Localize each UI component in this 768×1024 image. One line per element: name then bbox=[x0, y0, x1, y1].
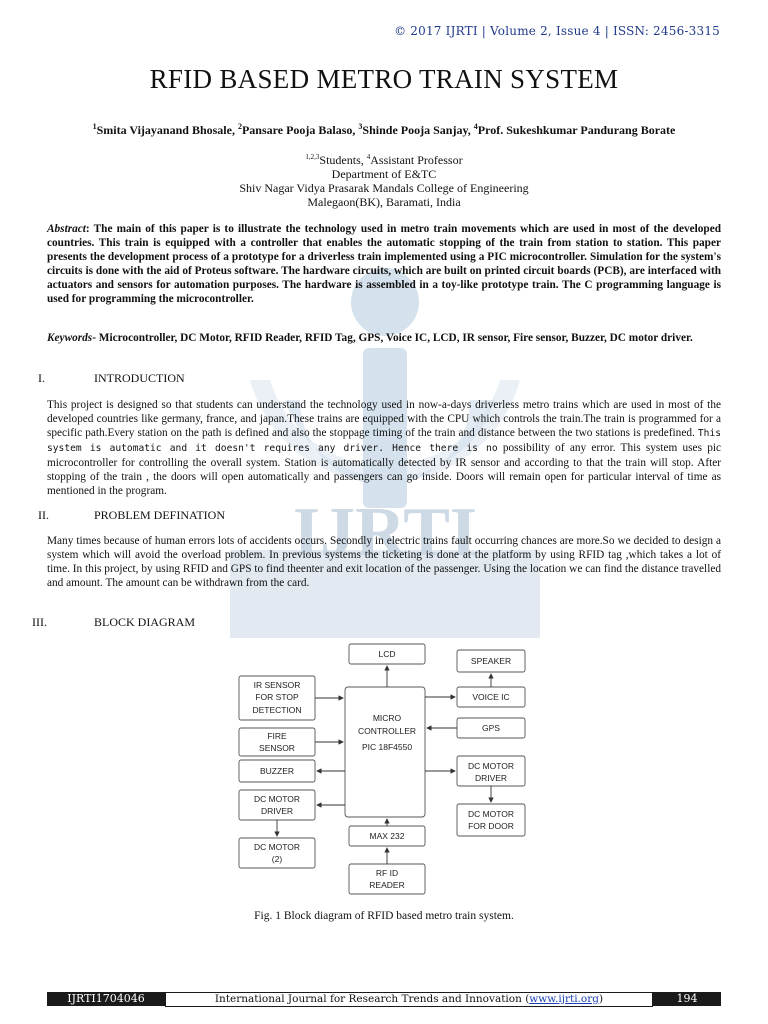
paper-title: RFID BASED METRO TRAIN SYSTEM bbox=[149, 64, 619, 94]
ir-sensor-label: FOR STOP bbox=[255, 692, 299, 702]
dc-driver-right-label: DC MOTOR bbox=[467, 761, 515, 771]
footer-paper-id: IJRTI1704046 bbox=[47, 992, 165, 1006]
section-title: INTRODUCTION bbox=[94, 371, 185, 385]
journal-website-link[interactable]: www.ijrti.org bbox=[529, 993, 599, 1005]
footer-journal-name bbox=[165, 992, 653, 1007]
abstract-text: : The main of this paper is to illustrate the technology used in metro train movements which are used in most of the developed countries. This train is equipped with a controller that enables the automatic stopping of the train from station to station. This paper presents the development process of a prototype for a driverless train implemented using a PIC microcontroller. Simulation for the system's circuits is done with the aid of Proteus software. The hardware circuits, which are built on printed circuit boards (PCB), are interfaced with actuators and sensors for automation purposes. The hardware is assembled in a toy-like prototype train. The C programming language is used for programming the microcontroller. bbox=[47, 223, 721, 305]
section-title: PROBLEM DEFINATION bbox=[94, 508, 226, 522]
journal-citation-header: © 2017 IJRTI | Volume 2, Issue 4 | ISSN: 2456-3315 bbox=[394, 24, 720, 38]
affiliation-block bbox=[0, 150, 768, 209]
intro-text: This project is designed so that students can understand the technology used in now-a-days driverless metro trains which are used in most of the developed countries like germany, france, and japan.These trains are equipped with the CPU which controls the train.The train is programmed for a specific path.Every station on the path is defined and also the stoppage timing of the train and distance between the two stations is predefined. bbox=[47, 399, 721, 439]
dc-motor-door-label: FOR DOOR bbox=[468, 821, 514, 831]
intro-text-mono: This system is automatic and it doesn't requires any driver. Hence there is no bbox=[47, 428, 721, 454]
author-sup: 1 bbox=[92, 122, 97, 131]
department: Department of E&TC bbox=[331, 167, 437, 181]
ir-sensor-label: IR SENSOR bbox=[253, 680, 301, 690]
author-name: Smita Vijayanand Bhosale, bbox=[96, 123, 238, 137]
journal-name-text: ) bbox=[598, 993, 604, 1005]
section-number: II. bbox=[38, 508, 49, 522]
gps-label: GPS bbox=[482, 723, 500, 733]
fire-sensor-label: FIRE bbox=[267, 731, 287, 741]
fire-sensor-label: SENSOR bbox=[259, 743, 295, 753]
micro-label: MICRO bbox=[372, 713, 402, 723]
footer-page-number: 194 bbox=[653, 992, 721, 1006]
problem-text: Many times because of human errors lots of accidents occurs. Secondly in electric trains fault occurring chances are more.So we decided to design a system which will avoid the overload problem. In previous systems the ticketing is done at the platform by using RFID tag ,which takes a lot of time. In this project, by using RFID and GPS to find theenter and exit location of the passenger. Using the location we can find the distance travelled and amount. The amount can be withdrawn from the card. bbox=[47, 535, 721, 589]
author-name: Shinde Pooja Sanjay, bbox=[362, 123, 474, 137]
figure-caption: Fig. 1 Block diagram of RFID based metro train system. bbox=[254, 910, 514, 922]
page-footer bbox=[47, 992, 721, 1006]
buzzer-label: BUZZER bbox=[260, 766, 294, 776]
rfid-reader-label: RF ID bbox=[375, 868, 399, 878]
author-sup: 3 bbox=[358, 122, 363, 131]
micro-label: CONTROLLER bbox=[357, 726, 417, 736]
abstract-label: Abstract bbox=[47, 223, 86, 235]
section-number: I. bbox=[38, 371, 45, 385]
author-roles bbox=[0, 150, 768, 167]
college: Shiv Nagar Vidya Prasarak Mandals College of Engineering bbox=[239, 181, 529, 195]
section-heading-introduction bbox=[38, 371, 185, 386]
keywords-paragraph bbox=[47, 331, 721, 345]
location: Malegaon(BK), Baramati, India bbox=[307, 195, 461, 209]
micro-label: PIC 18F4550 bbox=[361, 742, 413, 752]
author-sup: 2 bbox=[237, 122, 242, 131]
author-sup: 4 bbox=[473, 122, 478, 131]
journal-name-text: International Journal for Research Trends and Innovation ( bbox=[214, 993, 530, 1005]
dc-motor-2-label: (2) bbox=[271, 854, 283, 864]
rfid-reader-label: READER bbox=[369, 880, 405, 890]
dc-driver-left-label: DRIVER bbox=[260, 806, 294, 816]
abstract-paragraph bbox=[47, 222, 721, 306]
role-sup: 4 bbox=[366, 153, 371, 161]
dc-driver-left-label: DC MOTOR bbox=[253, 794, 301, 804]
dc-motor-door-label: DC MOTOR bbox=[467, 809, 515, 819]
dc-motor-2-label: DC MOTOR bbox=[253, 842, 301, 852]
role-text: Assistant Professor bbox=[370, 153, 463, 167]
section-number: III. bbox=[32, 615, 47, 629]
role-sup: 1,2,3 bbox=[305, 153, 320, 161]
author-name: Pansare Pooja Balaso, bbox=[241, 123, 359, 137]
intro-text: possibility of any error. This system uses pic microcontroller for controlling the overall system. Station is automatically detected by IR sensor and according to that the train will stop. After stopping of the train , the doors will open automatically and passengers can go inside. Doors will remain open for particular interval of time as mentioned in the program. bbox=[47, 442, 721, 497]
keywords-label: Keywords bbox=[47, 332, 93, 344]
section-heading-block-diagram bbox=[32, 615, 195, 630]
lcd-label: LCD bbox=[378, 649, 396, 659]
voice-ic-label: VOICE IC bbox=[472, 692, 510, 702]
problem-paragraph bbox=[47, 534, 721, 590]
dc-driver-right-label: DRIVER bbox=[474, 773, 508, 783]
introduction-paragraph bbox=[47, 398, 721, 498]
section-heading-problem bbox=[38, 508, 225, 523]
author-list bbox=[40, 122, 728, 138]
watermark-text: IJRTI bbox=[292, 494, 478, 571]
keywords-text: - Microcontroller, DC Motor, RFID Reader, RFID Tag, GPS, Voice IC, LCD, IR sensor, Fire sensor, Buzzer, DC motor driver. bbox=[92, 332, 693, 344]
section-title: BLOCK DIAGRAM bbox=[94, 615, 196, 629]
ir-sensor-label: DETECTION bbox=[252, 705, 302, 715]
microcontroller-block bbox=[345, 687, 425, 817]
max232-label: MAX 232 bbox=[369, 831, 405, 841]
author-name: Prof. Sukeshkumar Pandurang Borate bbox=[477, 123, 676, 137]
speaker-label: SPEAKER bbox=[470, 656, 512, 666]
block-diagram bbox=[219, 638, 549, 900]
role-text: Students, bbox=[319, 153, 367, 167]
